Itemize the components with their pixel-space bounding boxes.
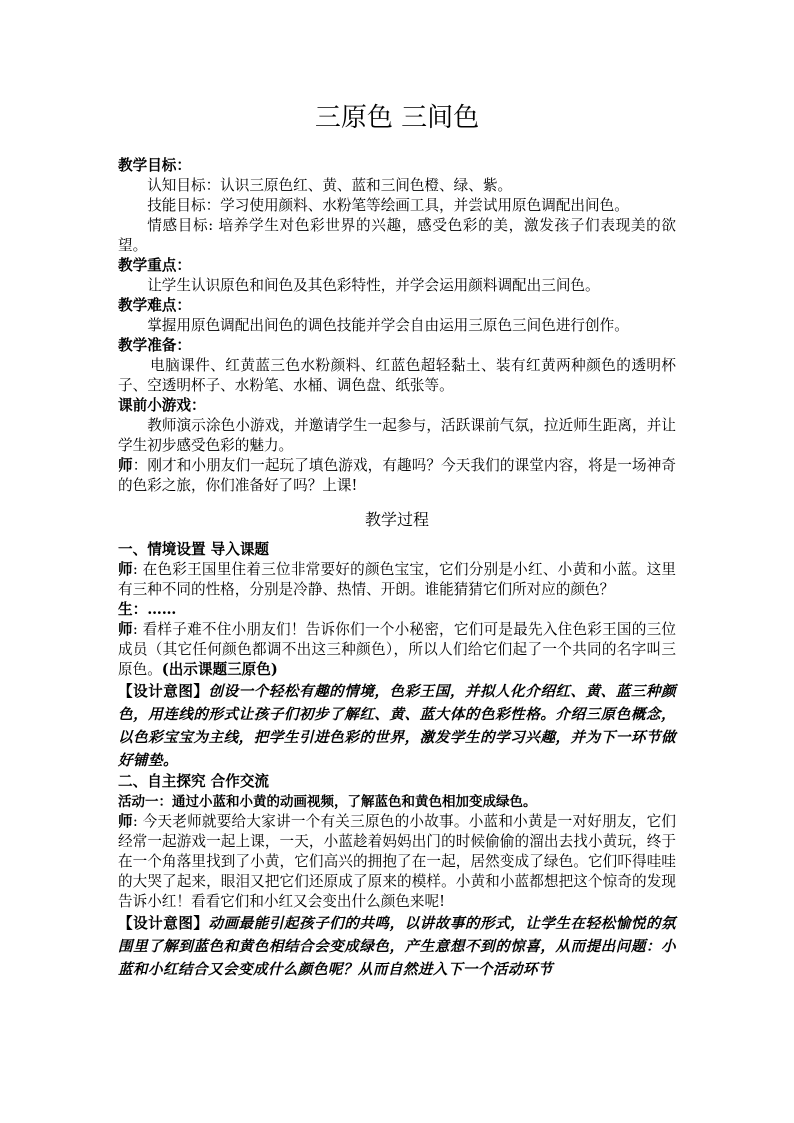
design-intent-tag: 【设计意图】 [118, 915, 209, 932]
teacher-label: 师 [118, 457, 133, 474]
show-topic-note: (出示课题三原色) [161, 661, 278, 678]
preparation-heading: 教学准备： [118, 337, 191, 354]
objective-skill: 技能目标：学习使用颜料、水粉笔等绘画工具，并尝试用原色调配出间色。 [147, 197, 629, 214]
teacher-speech: ：刚才和小朋友们一起玩了填色游戏，有趣吗？今天我们的课堂内容，将是一场神奇的色彩之旅，你们准备好了吗？上课! [118, 457, 676, 494]
activity-one [118, 792, 676, 812]
design-intent-tag: 【设计意图】 [118, 683, 209, 700]
part1-teacher-line-2 [118, 620, 676, 680]
part1-design-intent [118, 680, 676, 772]
activity-one-text: 活动一：通过小蓝和小黄的动画视频，了解蓝色和黄色相加变成绿色。 [118, 794, 537, 810]
warmup-heading: 课前小游戏： [118, 397, 206, 414]
objective-emotion: 情感目标: 培养学生对色彩世界的兴趣，感受色彩的美，激发孩子们表现美的欲望。 [118, 217, 676, 254]
objectives-heading: 教学目标： [118, 157, 191, 174]
key-points-text: 让学生认识原色和间色及其色彩特性，并学会运用颜料调配出三间色。 [147, 277, 600, 294]
student-speech: 生：…… [118, 601, 177, 618]
warmup-text: 教师演示涂色小游戏，并邀请学生一起参与，活跃课前气氛，拉近师生距离，并让学生初步感受色彩的魅力。 [118, 417, 676, 454]
page-title: 三原色 三间色 [314, 103, 480, 133]
part1-student-line [118, 600, 676, 620]
teacher-speech: : 看样子难不住小朋友们！告诉你们一个小秘密，它们可是最先入住色彩王国的三位成员（其它任何颜色都调不出这三种颜色），所以人们给它们起了一个共同的名字叫三原色。 [118, 621, 676, 678]
process-title: 教学过程 [364, 510, 429, 529]
part2-design-intent [118, 912, 676, 981]
part1-teacher-line-1 [118, 560, 676, 600]
part1-heading: 一、情境设置 导入课题 [118, 541, 270, 558]
part2-teacher-line [118, 812, 676, 912]
design-intent-text: 创设一个轻松有趣的情境，色彩王国，并拟人化介绍红、黄、蓝三种颜色，用连线的形式让孩子们初步了解红、黄、蓝大体的色彩性格。介绍三原色概念，以色彩宝宝为主线，把学生引进色彩的世界，激发学生的学习兴趣，并为下一环节做好铺垫。 [118, 683, 676, 769]
difficulties-text: 掌握用原色调配出间色的调色技能并学会自由运用三原色三间色进行创作。 [147, 317, 629, 334]
preparation-text: 电脑课件、红黄蓝三色水粉颜料、红蓝色超轻黏土、装有红黄两种颜色的透明杯子、空透明杯子、水粉笔、水桶、调色盘、纸张等。 [118, 357, 676, 394]
key-points-heading: 教学重点： [118, 257, 191, 274]
design-intent-text: 动画最能引起孩子们的共鸣，以讲故事的形式，让学生在轻松愉悦的氛围里了解到蓝色和黄色相结合会变成绿色，产生意想不到的惊喜，从而提出问题：小蓝和小红结合又会变成什么颜色呢？从而自然进入下一个活动环节 [118, 915, 676, 978]
teacher-label: 师 [118, 621, 133, 638]
teacher-label: 师 [118, 561, 133, 578]
objective-cognitive: 认知目标：认识三原色红、黄、蓝和三间色橙、绿、紫。 [147, 177, 513, 194]
teacher-speech: : 在色彩王国里住着三位非常要好的颜色宝宝，它们分别是小红、小黄和小蓝。这里有三种不同的性格，分别是冷静、热情、开朗。谁能猜猜它们所对应的颜色？ [118, 561, 676, 598]
teacher-label: 师 [118, 813, 133, 830]
document-page [118, 100, 676, 981]
part2-heading: 二、自主探究 合作交流 [118, 773, 270, 790]
warmup-teacher-line [118, 456, 676, 496]
difficulties-heading: 教学难点： [118, 297, 191, 314]
teacher-speech: : 今天老师就要给大家讲一个有关三原色的小故事。小蓝和小黄是一对好朋友，它们经常一起游戏一起上课，一天，小蓝趁着妈妈出门的时候偷偷的溜出去找小黄玩，终于在一个角落里找到了小黄，它们高兴的拥抱了在一起，居然变成了绿色。它们吓得哇哇的大哭了起来，眼泪又把它们还原成了原来的模样。小黄和小蓝都想把这个惊奇的发现告诉小红！看看它们和小红又会变出什么颜色来呢! [118, 813, 676, 910]
